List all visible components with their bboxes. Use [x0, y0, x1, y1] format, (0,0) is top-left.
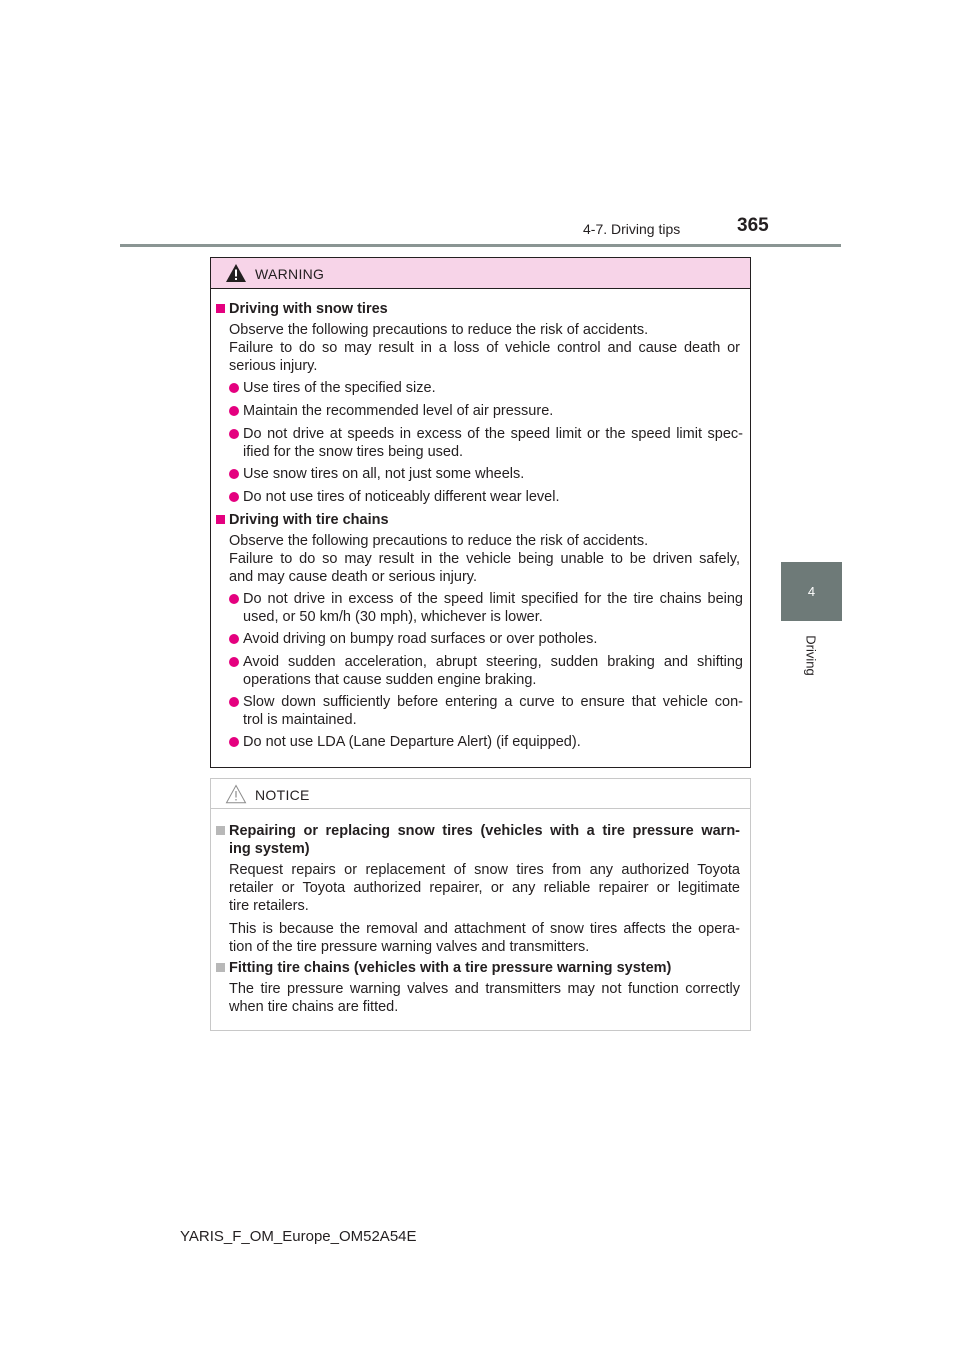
bullet-text: used, or 50 km/h (30 mph), whichever is lower.: [243, 609, 543, 625]
section-marker-square: [216, 963, 225, 972]
document-id-footer: YARIS_F_OM_Europe_OM52A54E: [180, 1228, 417, 1245]
bullet-dot: [229, 737, 239, 747]
bullet-dot: [229, 492, 239, 502]
chapter-label: Driving: [803, 635, 819, 676]
paragraph-line: Request repairs or replacement of snow tires from any authorized Toyota: [229, 862, 740, 878]
bullet-dot: [229, 657, 239, 667]
caution-triangle-icon: [225, 784, 247, 804]
notice-title: NOTICE: [255, 787, 310, 803]
bullet-text: Maintain the recommended level of air pressure.: [243, 403, 554, 419]
bullet-text: Do not use LDA (Lane Departure Alert) (if equipped).: [243, 734, 581, 750]
intro-line: and may cause death or serious injury.: [229, 569, 477, 585]
bullet-text: Avoid driving on bumpy road surfaces or over potholes.: [243, 631, 598, 647]
bullet-text: ified for the snow tires being used.: [243, 444, 464, 460]
section-heading: Fitting tire chains (vehicles with a tire pressure warning system): [229, 960, 672, 976]
intro-line: serious injury.: [229, 358, 318, 374]
section-marker-square: [216, 304, 225, 313]
bullet-dot: [229, 383, 239, 393]
bullet-dot: [229, 697, 239, 707]
bullet-text: operations that cause sudden engine braking.: [243, 672, 537, 688]
bullet-text: Do not drive at speeds in excess of the speed limit or the speed limit spec-: [243, 426, 743, 442]
intro-line: Observe the following precautions to reduce the risk of accidents.: [229, 322, 649, 338]
bullet-text: Use tires of the specified size.: [243, 380, 436, 396]
paragraph-line: retailer or Toyota authorized repairer, or any reliable repairer or legitimate: [229, 880, 740, 896]
bullet-dot: [229, 469, 239, 479]
bullet-text: Avoid sudden acceleration, abrupt steering, sudden braking and shifting: [243, 654, 743, 670]
chapter-label-vertical: [801, 630, 821, 690]
chapter-number: 4: [807, 584, 816, 599]
paragraph-line: tion of the tire pressure warning valves and transmitters.: [229, 939, 590, 955]
bullet-dot: [229, 429, 239, 439]
warning-header: [211, 258, 750, 289]
bullet-text: Slow down sufficiently before entering a curve to ensure that vehicle con-: [243, 694, 743, 710]
warning-title: WARNING: [255, 266, 325, 282]
bullet-dot: [229, 634, 239, 644]
section-heading: Driving with tire chains: [229, 512, 389, 528]
bullet-dot: [229, 594, 239, 604]
intro-line: Failure to do so may result in a loss of vehicle control and cause death or: [229, 340, 740, 356]
section-marker-square: [216, 515, 225, 524]
bullet-text: trol is maintained.: [243, 712, 357, 728]
section-heading: Driving with snow tires: [229, 301, 388, 317]
page-number: 365: [737, 215, 769, 236]
paragraph-line: when tire chains are fitted.: [229, 999, 399, 1015]
paragraph-line: This is because the removal and attachment of snow tires affects the opera-: [229, 921, 740, 937]
chapter-tab: [781, 562, 842, 621]
bullet-dot: [229, 406, 239, 416]
notice-box: [210, 778, 751, 1031]
paragraph-line: The tire pressure warning valves and transmitters may not function correctly: [229, 981, 740, 997]
intro-line: Failure to do so may result in the vehicle being unable to be driven safely,: [229, 551, 740, 567]
bullet-text: Use snow tires on all, not just some wheels.: [243, 466, 525, 482]
warning-triangle-icon: [225, 263, 247, 283]
section-marker-square: [216, 826, 225, 835]
bullet-text: Do not use tires of noticeably different wear level.: [243, 489, 560, 505]
header-section-title: 4-7. Driving tips: [583, 221, 681, 237]
section-heading: ing system): [229, 841, 310, 857]
warning-box: [210, 257, 751, 768]
intro-line: Observe the following precautions to reduce the risk of accidents.: [229, 533, 649, 549]
section-heading: Repairing or replacing snow tires (vehicles with a tire pressure warn-: [229, 823, 740, 839]
notice-header: [211, 779, 750, 809]
header-rule: [120, 244, 841, 247]
paragraph-line: tire retailers.: [229, 898, 309, 914]
bullet-text: Do not drive in excess of the speed limit specified for the tire chains being: [243, 591, 743, 607]
